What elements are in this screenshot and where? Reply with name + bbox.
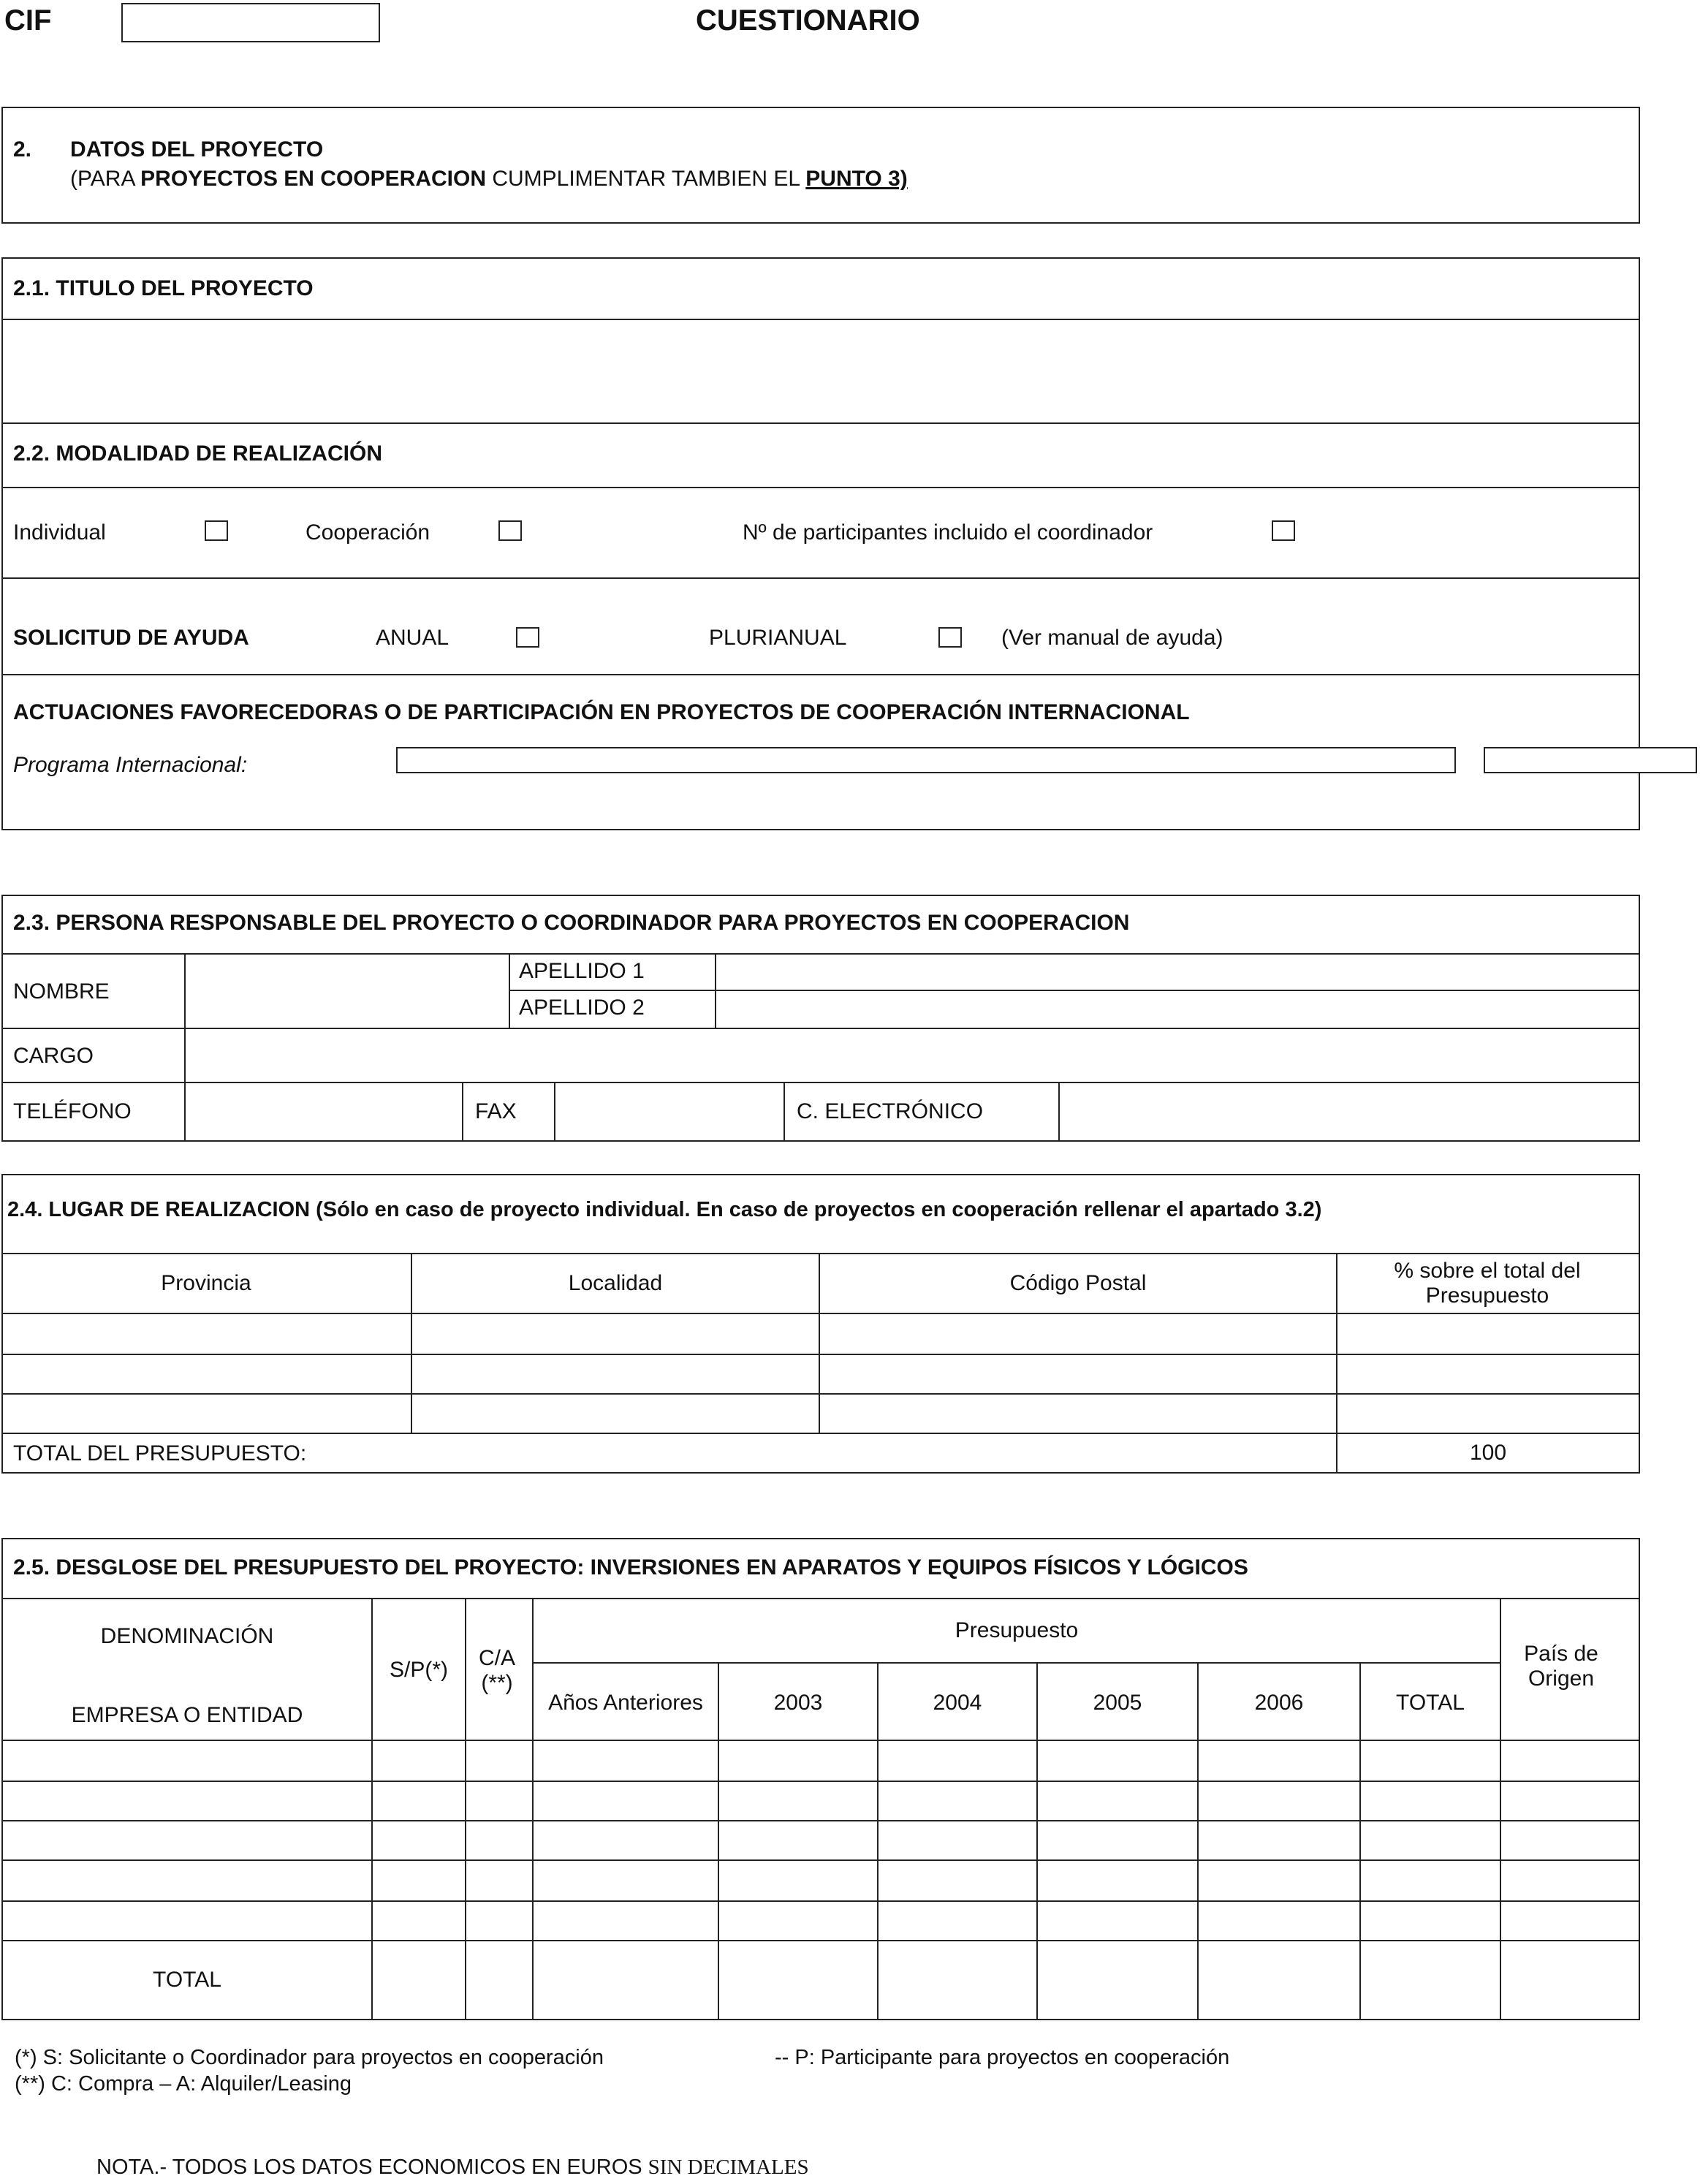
programa-code-input[interactable] (1484, 747, 1697, 773)
col-sp: S/P(*) (389, 1657, 448, 1682)
note-s-label: (*) S: Solicitante o Coordinador para proyectos en cooperación (15, 2046, 604, 2069)
divider (1058, 1082, 1060, 1140)
col-localidad: Localidad (568, 1270, 663, 1295)
section-2-subtitle (70, 167, 908, 191)
col-denominacion: DENOMINACIÓN (100, 1623, 274, 1648)
section-2-3-title: 2.3. PERSONA RESPONSABLE DEL PROYECTO O COORDINADOR PARA PROYECTOS EN COOPERACION (13, 911, 1130, 935)
total-presupuesto-label: TOTAL DEL PRESUPUESTO: (13, 1441, 307, 1466)
programa-input[interactable] (396, 747, 1456, 773)
col-codigo-postal: Código Postal (1009, 1270, 1147, 1295)
note-ca-label: (**) C: Compra – A: Alquiler/Leasing (15, 2072, 352, 2096)
plurianual-label: PLURIANUAL (709, 626, 847, 650)
apellido2-label: APELLIDO 2 (519, 996, 645, 1020)
divider (1, 1859, 1640, 1861)
total-presupuesto-value: 100 (1469, 1440, 1507, 1465)
divider (462, 1082, 463, 1140)
programa-label: Programa Internacional: (13, 753, 248, 777)
cargo-input[interactable] (187, 1031, 1637, 1080)
cif-label: CIF (4, 4, 52, 37)
divider (1, 1940, 1640, 1941)
participantes-checkbox[interactable] (1272, 520, 1295, 541)
titulo-proyecto-input[interactable] (3, 320, 1639, 421)
divider (1, 577, 1640, 579)
col-total: TOTAL (1396, 1690, 1465, 1715)
col-2006: 2006 (1254, 1690, 1304, 1715)
telefono-label: TELÉFONO (13, 1099, 132, 1123)
anual-checkbox[interactable] (516, 627, 539, 648)
cif-input[interactable] (121, 3, 380, 42)
divider (532, 1598, 534, 2019)
page-title: CUESTIONARIO (696, 4, 920, 37)
cargo-label: CARGO (13, 1044, 94, 1068)
divider (1, 1313, 1640, 1314)
plurianual-checkbox[interactable] (938, 627, 962, 648)
divider (465, 1598, 466, 2019)
divider (1, 1740, 1640, 1741)
individual-checkbox[interactable] (205, 520, 228, 541)
nota-suffix: SIN DECIMALES (648, 2155, 809, 2179)
col-ca: C/A (**) (478, 1645, 515, 1695)
total-row-label: TOTAL (153, 1967, 221, 1992)
email-label: C. ELECTRÓNICO (797, 1099, 984, 1123)
divider (1, 487, 1640, 488)
apellido1-input[interactable] (718, 955, 1637, 988)
col-provincia: Provincia (161, 1270, 251, 1295)
divider (509, 990, 1640, 991)
nota-economicos (96, 2156, 809, 2180)
subtitle-mid: CUMPLIMENTAR TAMBIEN EL (486, 167, 806, 191)
divider (184, 953, 186, 1140)
section-2-4-title: 2.4. LUGAR DE REALIZACION (Sólo en caso de proyecto individual. En caso de proyectos en cooperación rellenar el apartado 3.2) (7, 1198, 1322, 1221)
note-p-label: -- P: Participante para proyectos en cooperación (775, 2046, 1230, 2069)
individual-label: Individual (13, 520, 106, 545)
section-2-number: 2. (13, 137, 32, 162)
cooperacion-checkbox[interactable] (498, 520, 522, 541)
participantes-label: Nº de participantes incluido el coordinador (743, 520, 1153, 545)
divider (783, 1082, 785, 1140)
col-empresa: EMPRESA O ENTIDAD (71, 1702, 303, 1727)
actuaciones-label: ACTUACIONES FAVORECEDORAS O DE PARTICIPACIÓN EN PROYECTOS DE COOPERACIÓN INTERNACIONAL (13, 700, 1190, 724)
subtitle-prefix: (PARA (70, 167, 141, 191)
nombre-input[interactable] (187, 956, 506, 1026)
col-presupuesto: Presupuesto (955, 1618, 1079, 1642)
apellido1-label: APELLIDO 1 (519, 959, 645, 983)
anual-label: ANUAL (376, 626, 449, 650)
divider (1, 1028, 1640, 1029)
apellido2-input[interactable] (718, 993, 1637, 1026)
nombre-label: NOMBRE (13, 979, 110, 1004)
divider (1, 1900, 1640, 1902)
col-2005: 2005 (1093, 1690, 1142, 1715)
col-porcentaje: % sobre el total del Presupuesto (1394, 1258, 1581, 1308)
email-input[interactable] (1061, 1085, 1637, 1139)
subtitle-bold: PROYECTOS EN COOPERACION (140, 167, 486, 191)
punto-3-link[interactable]: PUNTO 3) (805, 167, 908, 191)
col-pais-origen: País de Origen (1524, 1641, 1598, 1691)
nota-prefix: NOTA.- TODOS LOS DATOS ECONOMICOS EN EUROS (96, 2155, 648, 2179)
col-2003: 2003 (773, 1690, 823, 1715)
divider (532, 1662, 1500, 1664)
fax-input[interactable] (557, 1085, 782, 1139)
col-2004: 2004 (933, 1690, 982, 1715)
ver-manual-label: (Ver manual de ayuda) (1001, 626, 1223, 650)
section-2-5-box (1, 1538, 1640, 2020)
section-2-title: DATOS DEL PROYECTO (70, 137, 324, 162)
fax-label: FAX (475, 1099, 517, 1123)
section-2-5-title: 2.5. DESGLOSE DEL PRESUPUESTO DEL PROYECTO: INVERSIONES EN APARATOS Y EQUIPOS FÍSICOS Y LÓGICOS (13, 1555, 1248, 1580)
divider (1, 1393, 1640, 1395)
divider (554, 1082, 555, 1140)
divider (1, 1820, 1640, 1821)
divider (1, 674, 1640, 675)
section-2-2-title: 2.2. MODALIDAD DE REALIZACIÓN (13, 441, 383, 466)
divider (1, 1354, 1640, 1355)
divider (1, 1781, 1640, 1782)
divider (1, 1082, 1640, 1083)
divider (1, 422, 1640, 424)
col-anos-anteriores: Años Anteriores (548, 1690, 703, 1715)
telefono-input[interactable] (187, 1085, 460, 1139)
section-2-1-title: 2.1. TITULO DEL PROYECTO (13, 276, 314, 300)
cooperacion-label: Cooperación (306, 520, 430, 545)
divider (1, 1598, 1640, 1599)
section-2-header (1, 107, 1640, 224)
solicitud-label: SOLICITUD DE AYUDA (13, 626, 249, 650)
